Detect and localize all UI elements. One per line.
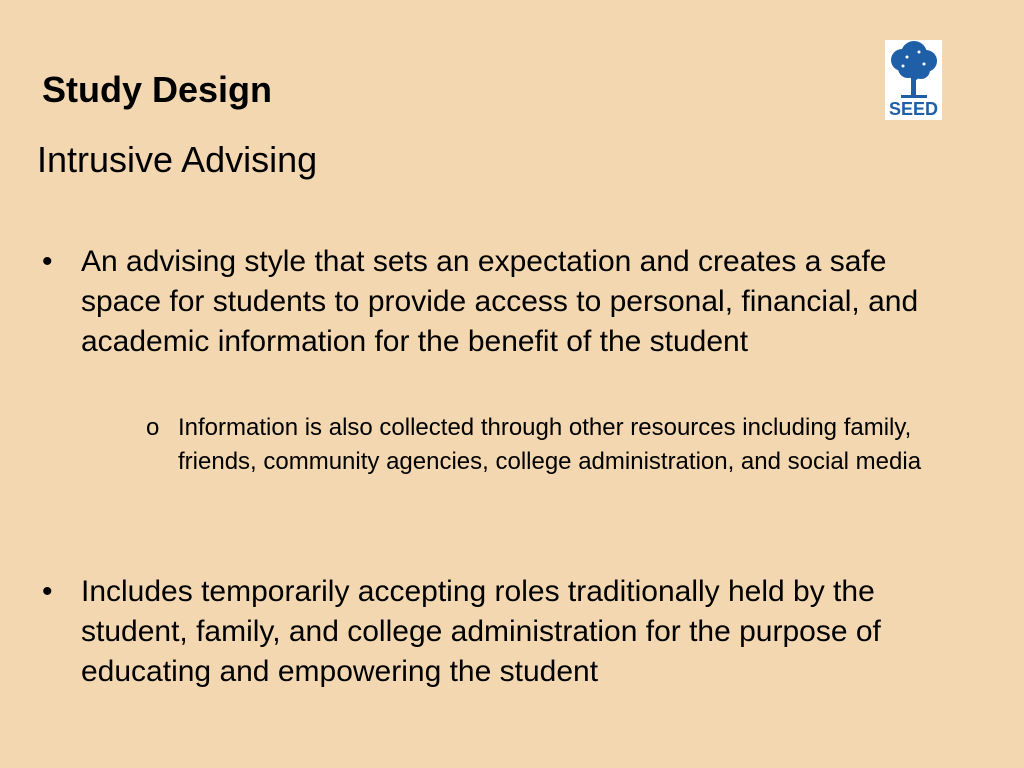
bullet-marker: •	[42, 575, 53, 608]
sub-bullet-marker: o	[146, 414, 160, 441]
logo-text: SEED	[888, 99, 939, 119]
tree-icon	[885, 40, 942, 100]
slide-title: Study Design	[42, 69, 273, 110]
bullet-text: Includes temporarily accepting roles traditionally held by the student, family, and college administration for the purpose of educating and empowering the student	[81, 575, 881, 688]
bullet-marker: •	[42, 245, 53, 278]
slide-subtitle: Intrusive Advising	[37, 139, 318, 180]
sub-bullet-text: Information is also collected through other resources including family, friends, community agencies, college administration, and social media	[178, 414, 922, 475]
bullet-text: An advising style that sets an expectation and creates a safe space for students to provide access to personal, financial, and academic information for the benefit of the student	[81, 245, 919, 358]
seed-logo	[885, 40, 942, 120]
